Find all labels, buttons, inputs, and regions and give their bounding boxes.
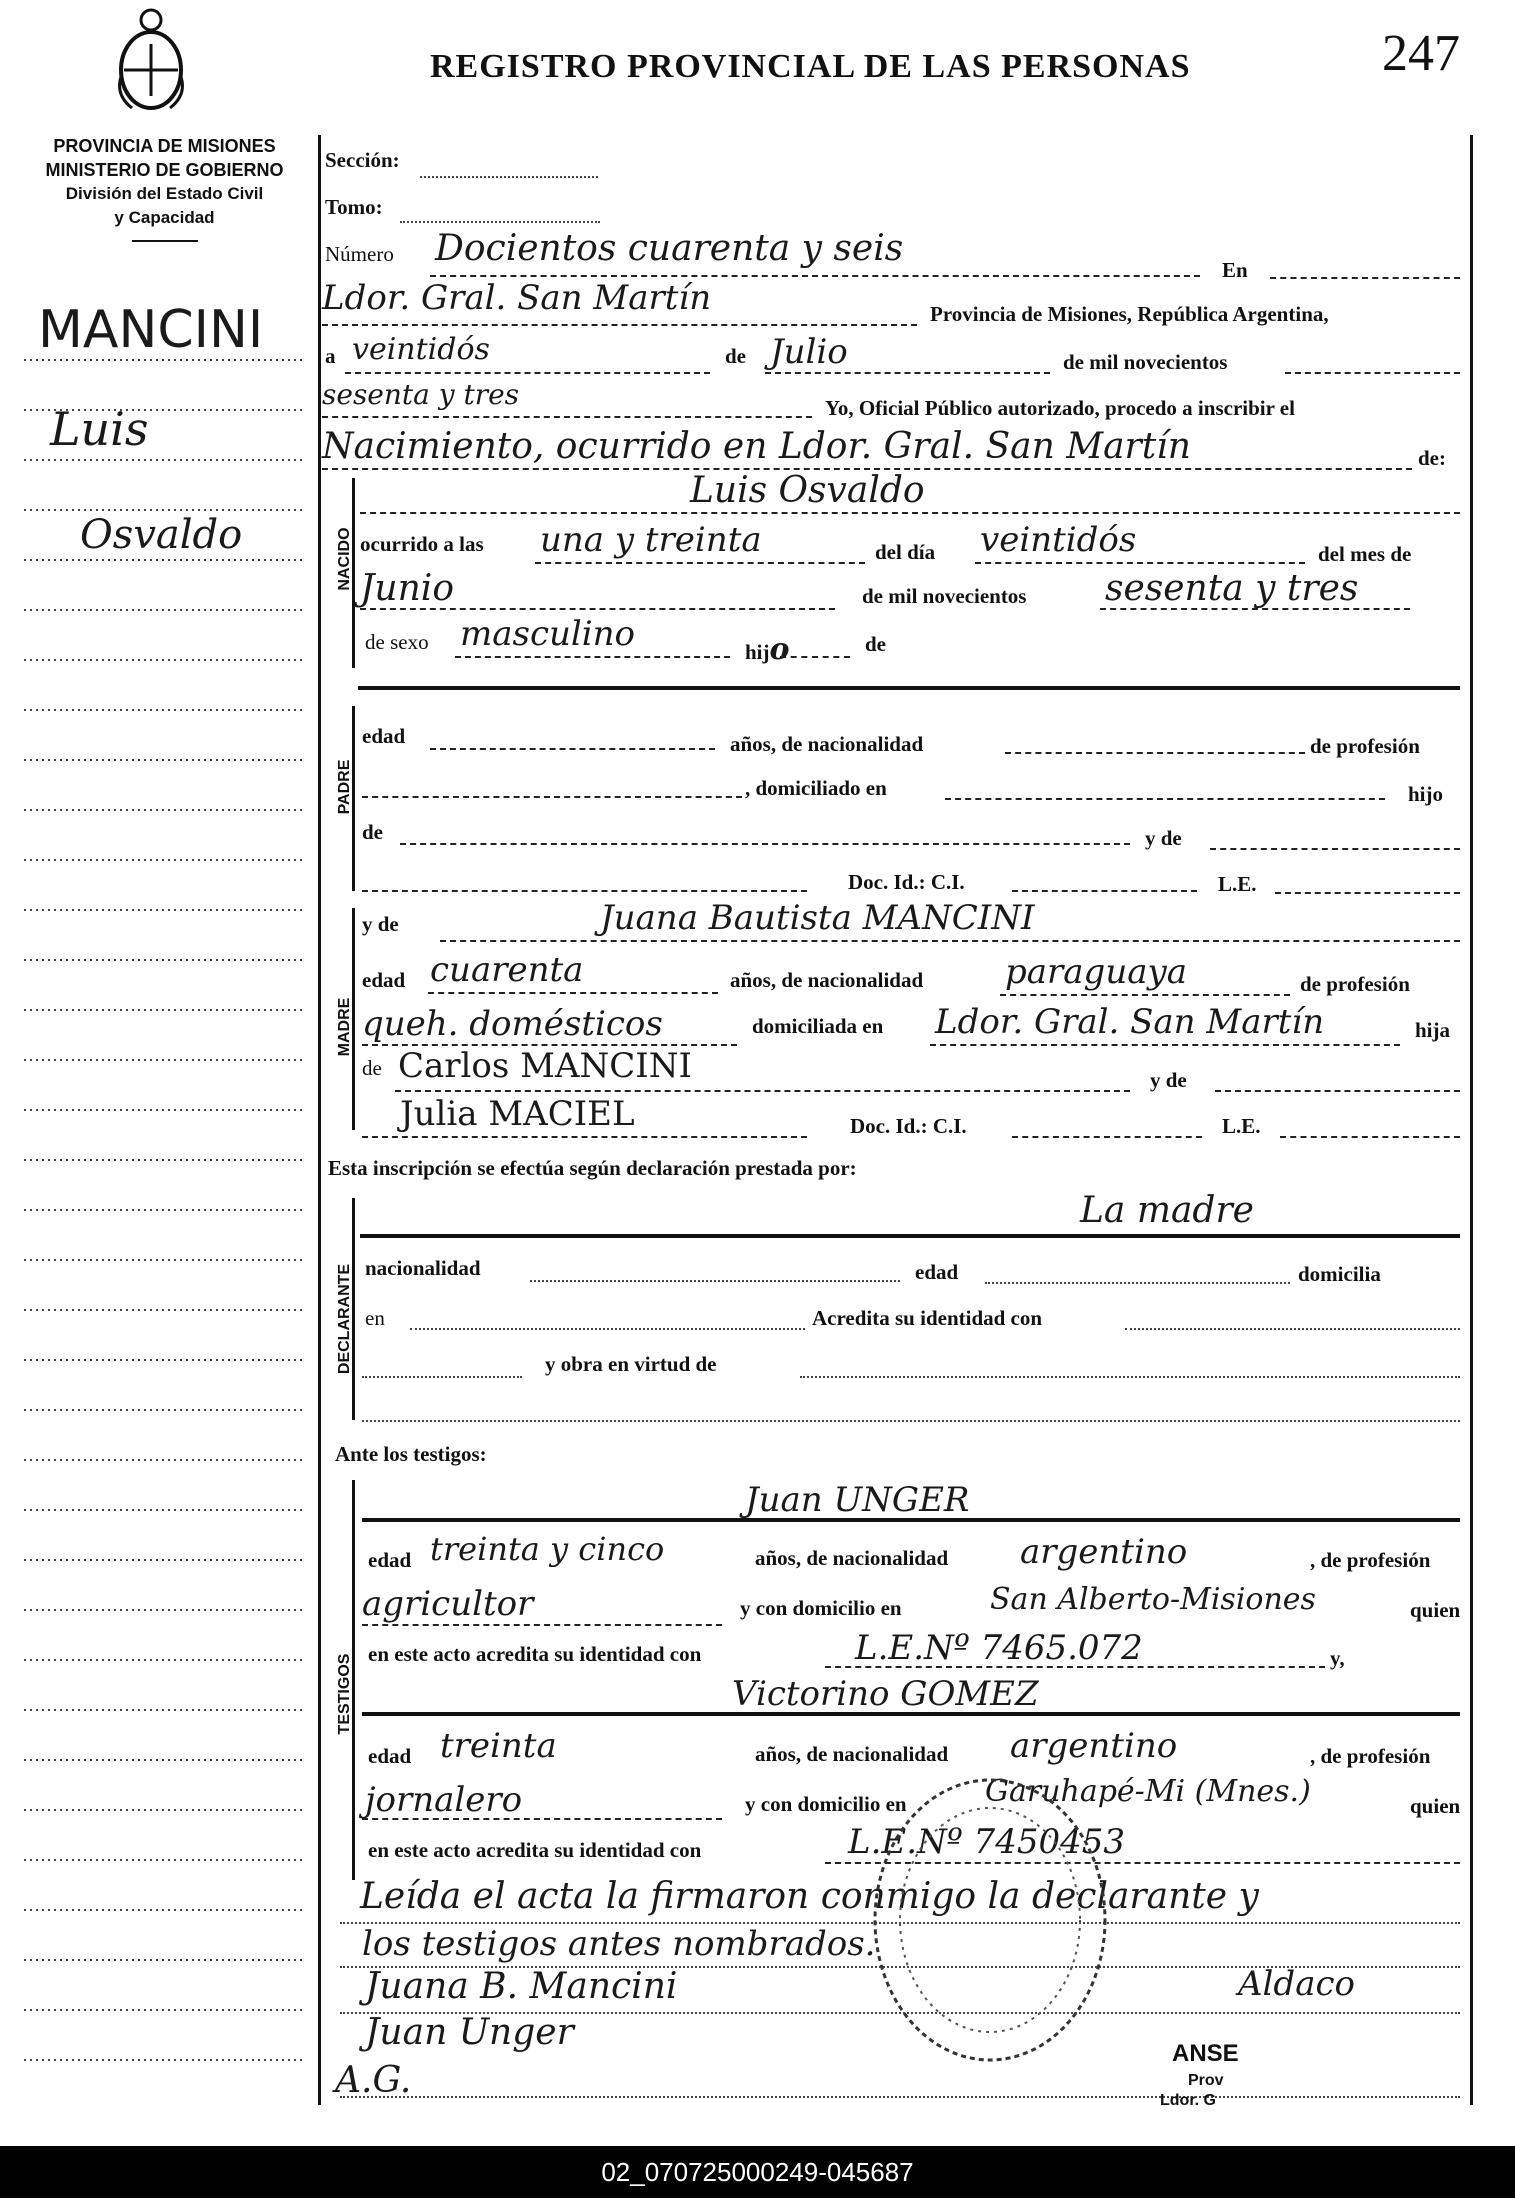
sexo-label: de sexo (365, 630, 429, 654)
padre-profesion-label: de profesión (1310, 734, 1420, 758)
padre-domiciliado-label: , domiciliado en (745, 776, 887, 800)
padre-anos-label: años, de nacionalidad (730, 732, 924, 756)
madre-edad-label: edad (362, 968, 406, 992)
witness2-prof-line (362, 1818, 722, 1820)
sidebar-surname: MANCINI (38, 300, 264, 360)
mil-novecientos-label: de mil novecientos (1063, 350, 1228, 374)
ocurrido-label: ocurrido a las (360, 532, 484, 556)
signature-witness2: A.G. (335, 2060, 412, 2101)
madre-section-label: MADRE (336, 997, 353, 1057)
del-mes-label: del mes de (1318, 542, 1412, 566)
madre-hija-label: hija (1415, 1018, 1451, 1042)
madre-nac-line (1000, 994, 1290, 996)
padre-hijo-label: hijo (1408, 782, 1444, 806)
witness1-prof-line (362, 1624, 722, 1626)
witness2-en-este-label: en este acto acredita su identidad con (368, 1838, 702, 1862)
padre-y-de-line (1210, 848, 1460, 850)
madre-de-label: de (362, 1056, 382, 1080)
signature-officer: Aldaco (1238, 1964, 1355, 2004)
coat-of-arms-logo (112, 4, 190, 116)
numero-value: Docientos cuarenta y seis (435, 228, 904, 269)
padre-le-line (1275, 892, 1460, 894)
stamp-text-1: ANSE (1172, 2040, 1239, 2067)
declarante-en-line (410, 1328, 805, 1330)
birth-day-value: veintidós (980, 520, 1137, 560)
place-line (322, 324, 917, 326)
sidebar-name1: Luis (50, 402, 149, 456)
declarante-extra-line (362, 1420, 1460, 1422)
hijo-label (745, 632, 790, 667)
hijo-label-text: hij (745, 640, 770, 664)
birth-year-value: sesenta y tres (1105, 568, 1359, 609)
declarante-obra-line-a (362, 1376, 522, 1378)
provincia-label: Provincia de Misiones, República Argentina, (930, 302, 1329, 326)
madre-edad-value: cuarenta (430, 950, 584, 990)
stamp-text-2: Prov (1188, 2072, 1224, 2089)
signature-declarante: Juana B. Mancini (365, 1966, 678, 2007)
time-line (535, 562, 865, 564)
witness2-edad-label: edad (368, 1744, 412, 1768)
madre-name: Juana Bautista MANCINI (600, 898, 1035, 938)
witness1-edad-label: edad (368, 1548, 412, 1572)
madre-dom-line (930, 1044, 1400, 1046)
madre-ci-line (1012, 1136, 1202, 1138)
nacido-name: Luis Osvaldo (690, 470, 925, 511)
page-number: 247 (1382, 25, 1460, 82)
form-right-rule (1470, 135, 1473, 2105)
nacido-name-line (360, 512, 1460, 514)
mil-nov-label-2: de mil novecientos (862, 584, 1027, 608)
witness2-profesion-label: , de profesión (1310, 1744, 1431, 1768)
padre-de-label: de (362, 820, 383, 844)
padre-ci-line (1012, 890, 1197, 892)
tomo-label: Tomo: (325, 195, 383, 219)
madre-father-line (395, 1090, 1130, 1092)
witness1-en-este-label: en este acto acredita su identidad con (368, 1642, 702, 1666)
witness1-quien-label: quien (1410, 1598, 1461, 1622)
declarante-acredita-line (1125, 1328, 1460, 1330)
witness2-quien-label: quien (1410, 1794, 1461, 1818)
witness1-anos-label: años, de nacionalidad (755, 1546, 949, 1570)
de-label: de (725, 344, 746, 368)
declarante-by-value: La madre (1080, 1190, 1254, 1231)
witness2-name: Victorino GOMEZ (732, 1674, 1039, 1714)
padre-dom-line (945, 798, 1385, 800)
madre-dom-value: Ldor. Gral. San Martín (935, 1002, 1325, 1042)
declarante-edad-label: edad (915, 1260, 959, 1284)
madre-edad-line (428, 992, 718, 994)
mil-line (1285, 372, 1460, 374)
witness1-profesion-label: , de profesión (1310, 1548, 1431, 1572)
sidebar-name2: Osvaldo (80, 512, 243, 558)
declarante-obra-line-b (800, 1376, 1460, 1378)
declarante-nac-line (530, 1280, 900, 1282)
footer-code: 02_070725000249-045687 (0, 2146, 1515, 2198)
declarante-intro: Esta inscripción se efectúa según declaración prestada por: (328, 1156, 857, 1180)
month-line (765, 372, 1050, 374)
a-label: a (325, 344, 336, 368)
padre-y-de-label: y de (1145, 826, 1182, 850)
padre-top-rule (358, 686, 1460, 690)
sexo-value: masculino (460, 614, 636, 654)
madre-name-line (440, 940, 1460, 942)
page-title: REGISTRO PROVINCIAL DE LAS PERSONAS (430, 48, 1191, 85)
padre-doc-line-a (362, 890, 807, 892)
de-colon-label: de: (1418, 446, 1446, 470)
numero-line (430, 275, 1200, 277)
birth-day-line (975, 562, 1305, 564)
madre-mother-line (362, 1136, 807, 1138)
declarante-nac-label: nacionalidad (365, 1256, 481, 1280)
sidebar-line-capacity: y Capacidad (114, 208, 215, 227)
sidebar-line-division: División del Estado Civil (65, 184, 264, 203)
del-dia-label: del día (875, 540, 936, 564)
declarante-acredita-label: Acredita su identidad con (812, 1306, 1043, 1330)
sidebar-lines (24, 280, 314, 2110)
seccion-label: Sección: (325, 148, 400, 172)
padre-prof-line (362, 796, 742, 798)
witness1-name: Juan UNGER (745, 1480, 970, 1520)
witness2-nac-value: argentino (1010, 1726, 1178, 1766)
signature-witness1: Juan Unger (365, 2012, 574, 2053)
madre-prof-value: queh. domésticos (362, 1004, 663, 1044)
birth-month-line (360, 608, 835, 610)
padre-de-line (400, 843, 1130, 845)
witness1-id-value: L.E.Nº 7465.072 (855, 1628, 1143, 1668)
month-value: Julio (770, 332, 848, 372)
declarante-by-line (360, 1234, 1460, 1238)
padre-section-label: PADRE (336, 759, 353, 815)
numero-label: Número (325, 242, 394, 266)
padre-le-label: L.E. (1218, 872, 1257, 896)
time-value: una y treinta (540, 520, 762, 560)
madre-le-label: L.E. (1222, 1114, 1261, 1138)
sidebar-line-province: PROVINCIA DE MISIONES (53, 136, 276, 156)
witness2-prof-value: jornalero (365, 1780, 523, 1820)
madre-domiciliada-label: domiciliada en (752, 1014, 884, 1038)
declarante-edad-line (985, 1282, 1290, 1284)
witness2-name-line (362, 1712, 1460, 1716)
padre-doc-label: Doc. Id.: C.I. (848, 870, 965, 894)
witness2-dom-value: Garuhapé-Mi (Mnes.) (985, 1774, 1311, 1809)
witness1-con-dom-label: y con domicilio en (740, 1596, 902, 1620)
testigos-section-label: TESTIGOS (336, 1653, 353, 1735)
padre-edad-line (430, 748, 715, 750)
day-value: veintidós (352, 332, 490, 367)
witness1-y-label: y, (1330, 1646, 1345, 1670)
nacido-de-label: de (865, 632, 886, 656)
madre-le-line (1280, 1136, 1460, 1138)
tomo-line (400, 221, 600, 223)
sidebar-line-ministry: MINISTERIO DE GOBIERNO (45, 160, 284, 180)
hijo-suffix: o (769, 632, 790, 667)
birth-month-value: Junio (360, 568, 454, 609)
padre-edad-label: edad (362, 724, 406, 748)
event-value: Nacimiento, ocurrido en Ldor. Gral. San Martín (322, 426, 1191, 467)
place-value: Ldor. Gral. San Martín (322, 278, 712, 318)
en-line (1270, 277, 1460, 279)
sexo-line (455, 656, 730, 658)
declarante-en-label: en (365, 1306, 385, 1330)
testigos-intro: Ante los testigos: (335, 1442, 487, 1466)
form-left-rule (318, 135, 321, 2105)
declarante-domicilia-label: domicilia (1298, 1262, 1381, 1286)
witness1-name-line (362, 1518, 1460, 1522)
witness2-id-value: L.E.Nº 7450453 (848, 1822, 1125, 1862)
seccion-line (420, 176, 598, 178)
closing-line1: Leída el acta la firmaron conmigo la declarante y (360, 1876, 1259, 1917)
closing-line2: los testigos antes nombrados. (362, 1924, 876, 1964)
witness1-dom-value: San Alberto-Misiones (990, 1582, 1316, 1617)
nacido-section-label: NACIDO (336, 527, 353, 591)
year-value: sesenta y tres (322, 378, 520, 411)
oficial-label: Yo, Oficial Público autorizado, procedo a inscribir el (825, 396, 1295, 420)
witness2-edad-value: treinta (440, 1726, 557, 1766)
madre-mother-value: Julia MACIEL (400, 1094, 635, 1134)
witness1-prof-value: agricultor (362, 1584, 534, 1624)
year-line (322, 416, 812, 418)
sidebar-underline (132, 240, 198, 242)
declarante-section-label: DECLARANTE (336, 1263, 353, 1375)
madre-nac-value: paraguaya (1005, 952, 1187, 992)
en-label: En (1222, 258, 1248, 282)
witness1-nac-value: argentino (1020, 1532, 1188, 1572)
madre-profesion-label: de profesión (1300, 972, 1410, 996)
madre-y-de2-line (1215, 1090, 1460, 1092)
witness2-anos-label: años, de nacionalidad (755, 1742, 949, 1766)
madre-y-de-label: y de (362, 912, 399, 936)
sidebar-header (22, 134, 307, 230)
closing-line4-rule (340, 2096, 1460, 2098)
padre-nac-line (1005, 752, 1305, 754)
madre-doc-label: Doc. Id.: C.I. (850, 1114, 967, 1138)
stamp-text-3: Ldor. G (1160, 2092, 1216, 2109)
official-seal (865, 1770, 1115, 2070)
day-line (345, 372, 710, 374)
birth-year-line (1100, 608, 1410, 610)
madre-y-de2-label: y de (1150, 1068, 1187, 1092)
madre-anos-label: años, de nacionalidad (730, 968, 924, 992)
madre-father-value: Carlos MANCINI (398, 1046, 692, 1086)
witness2-con-dom-label: y con domicilio en (745, 1792, 907, 1816)
witness1-edad-value: treinta y cinco (430, 1530, 665, 1568)
declarante-obra-label: y obra en virtud de (545, 1352, 717, 1376)
hijo-line (780, 656, 850, 658)
witness1-id-line (825, 1666, 1325, 1668)
